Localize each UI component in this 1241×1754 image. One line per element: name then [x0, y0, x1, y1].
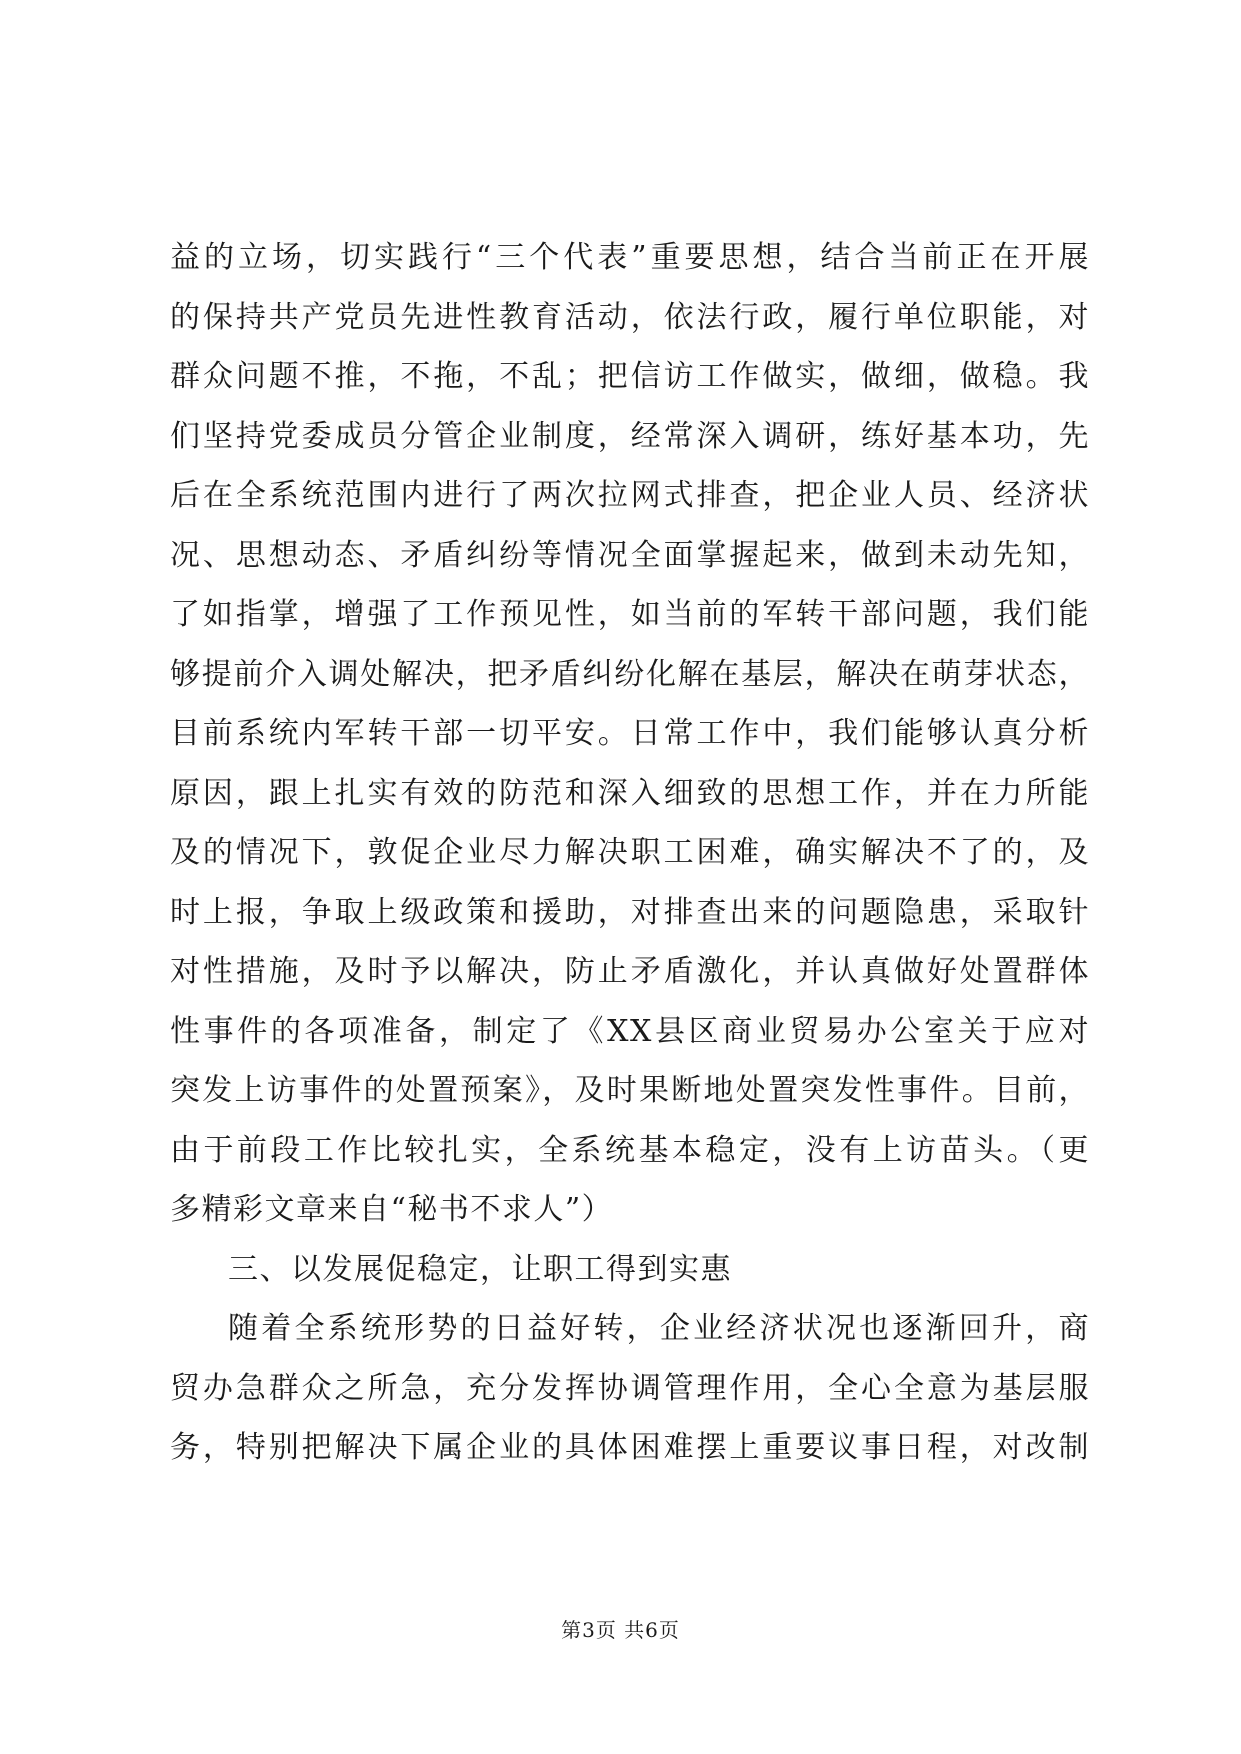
text-line: 贸办急群众之所急，充分发挥协调管理作用，全心全意为基层服 [170, 1370, 1090, 1406]
text-line: 的保持共产党员先进性教育活动，依法行政，履行单位职能，对 [170, 299, 1090, 335]
section-heading: 三、以发展促稳定，让职工得到实惠 [228, 1251, 732, 1287]
text-line: 原因，跟上扎实有效的防范和深入细致的思想工作，并在力所能 [170, 775, 1090, 811]
text-line: 群众问题不推，不拖，不乱；把信访工作做实，做细，做稳。我 [170, 359, 1090, 394]
text-line: 够提前介入调处解决，把矛盾纠纷化解在基层，解决在萌芽状态， [170, 656, 1090, 692]
text-line: 了如指掌，增强了工作预见性，如当前的军转干部问题，我们能 [170, 597, 1090, 632]
text-line: 益的立场，切实践行“三个代表”重要思想，结合当前正在开展 [170, 240, 1090, 275]
text-line: 及的情况下，敦促企业尽力解决职工困难，确实解决不了的，及 [170, 835, 1090, 870]
text-line: 突发上访事件的处置预案》，及时果断地处置突发性事件。目前， [170, 1073, 1090, 1108]
text-line: 由于前段工作比较扎实，全系统基本稳定，没有上访苗头。（更 [170, 1132, 1090, 1168]
text-line: 对性措施，及时予以解决，防止矛盾激化，并认真做好处置群体 [170, 954, 1090, 989]
page-number-footer: 第3页 共6页 [561, 1618, 680, 1642]
text-line: 多精彩文章来自“秘书不求人”） [170, 1192, 614, 1227]
body-text [170, 228, 1090, 1478]
text-line: 务，特别把解决下属企业的具体困难摆上重要议事日程，对改制 [170, 1430, 1090, 1465]
text-line: 随着全系统形势的日益好转，企业经济状况也逐渐回升，商 [228, 1311, 1090, 1346]
text-line: 们坚持党委成员分管企业制度，经常深入调研，练好基本功，先 [170, 418, 1090, 454]
text-line: 况、思想动态、矛盾纠纷等情况全面掌握起来，做到未动先知， [170, 537, 1090, 573]
text-line: 性事件的各项准备，制定了《XX县区商业贸易办公室关于应对 [170, 1013, 1090, 1049]
text-line: 时上报，争取上级政策和援助，对排查出来的问题隐患，采取针 [170, 894, 1090, 930]
text-line: 目前系统内军转干部一切平安。日常工作中，我们能够认真分析 [170, 716, 1090, 751]
text-line: 后在全系统范围内进行了两次拉网式排查，把企业人员、经济状 [170, 478, 1090, 513]
